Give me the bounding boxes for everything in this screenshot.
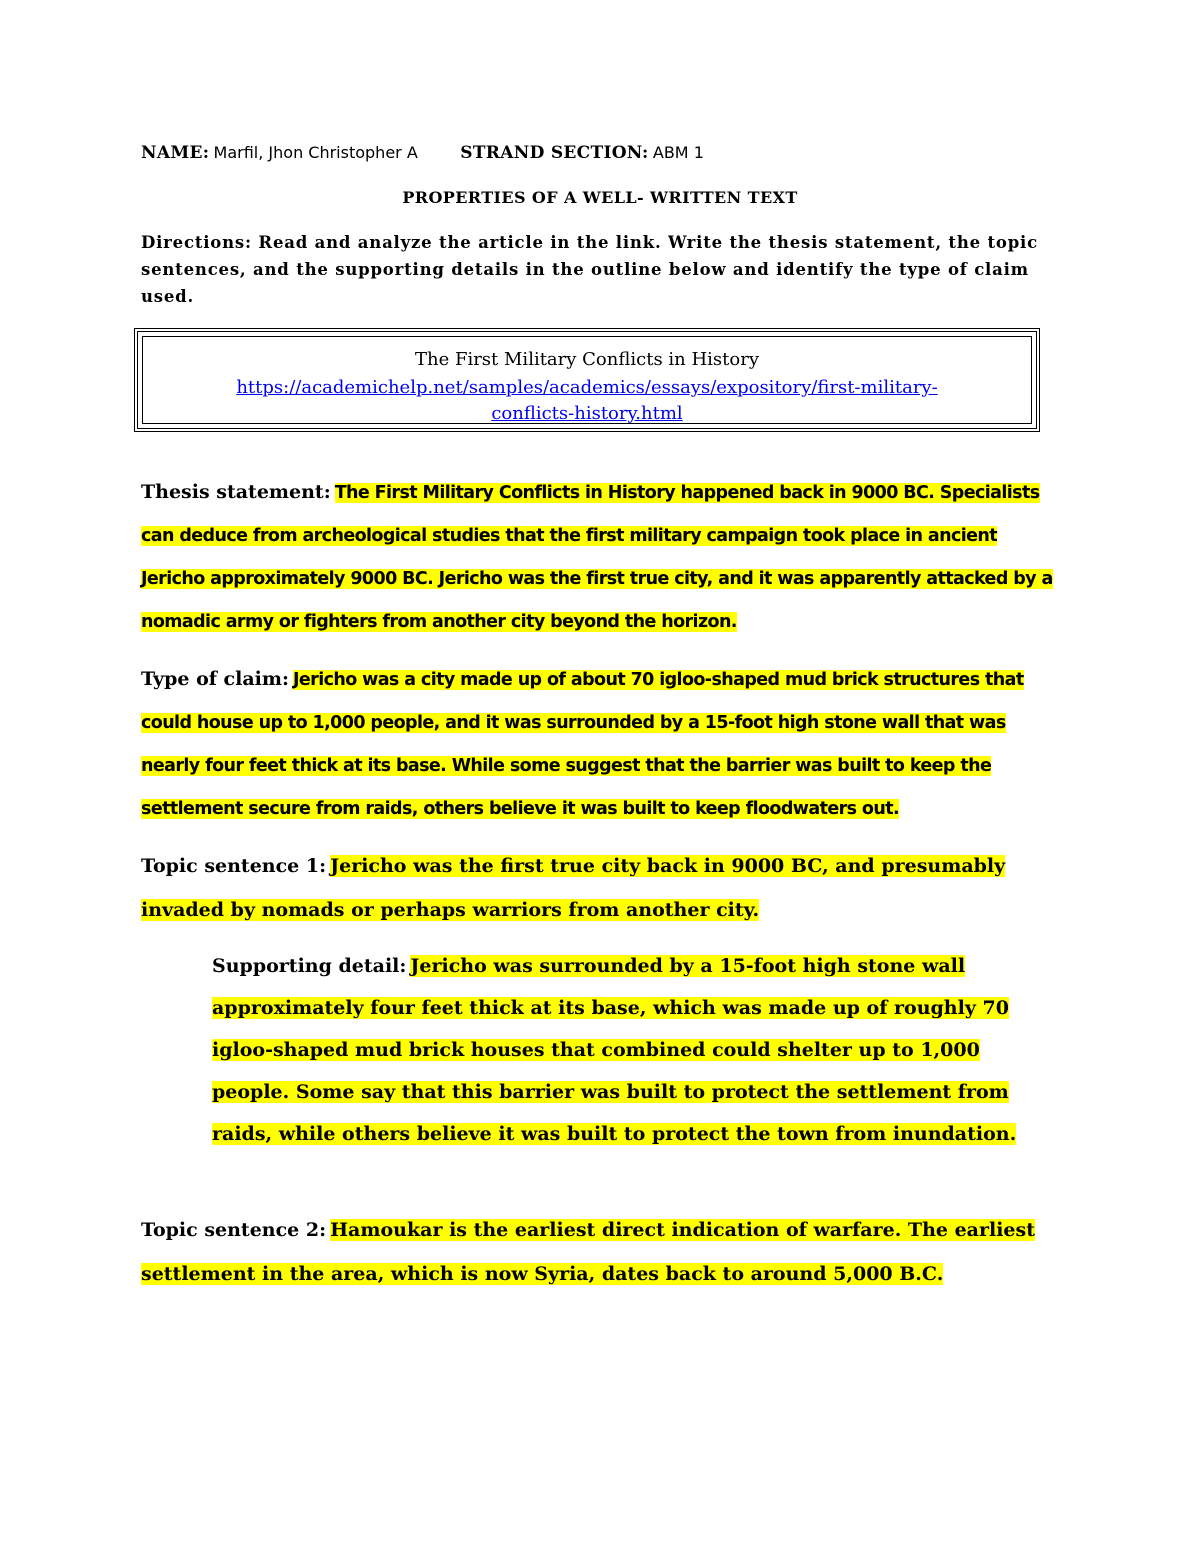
article-link-line2[interactable]: conflicts-history.html <box>491 403 683 424</box>
topic-sentence-1-label: Topic sentence 1: <box>141 855 327 877</box>
name-value: Marfil, Jhon Christopher A <box>213 143 418 162</box>
supporting-detail-text: Jericho was surrounded by a 15-foot high stone wall approximately four feet thick at its base, which was made up of roughly 70 igloo-shaped mud brick houses that combined could shelter up to 1,000 people. Some say that this barrier was built to protect the settlement from raids, while others believe it was built to protect the town from inundation. <box>212 955 1017 1145</box>
article-title: The First Military Conflicts in History <box>414 349 760 370</box>
topic-sentence-1-section <box>141 845 1061 933</box>
article-link-line1[interactable]: https://academichelp.net/samples/academics/essays/expository/first-military- <box>236 377 938 398</box>
claim-label: Type of claim: <box>141 668 289 690</box>
topic-sentence-2-label: Topic sentence 2: <box>141 1219 327 1241</box>
supporting-detail-label: Supporting detail: <box>212 955 407 977</box>
thesis-text: The First Military Conflicts in History happened back in 9000 BC. Specialists can deduce from archeological studies that the first military campaign took place in ancient Jericho approximately 9000 BC. Jericho was the first true city, and it was apparently attacked by a nomadic army or fighters from another city beyond the horizon. <box>141 483 1053 632</box>
claim-text: Jericho was a city made up of about 70 igloo-shaped mud brick structures that could house up to 1,000 people, and it was surrounded by a 15-foot high stone wall that was nearly four feet thick at its base. While some suggest that the barrier was built to keep the settlement secure from raids, others believe it was built to keep floodwaters out. <box>141 670 1024 819</box>
student-header <box>141 143 704 163</box>
page-title: PROPERTIES OF A WELL- WRITTEN TEXT <box>402 188 798 207</box>
claim-section <box>141 658 1061 831</box>
thesis-label: Thesis statement: <box>141 481 331 503</box>
article-link-box-inner-border <box>142 336 1032 424</box>
topic-sentence-2-section <box>141 1209 1061 1297</box>
name-label: NAME: <box>141 143 210 163</box>
directions-text: Directions: Read and analyze the article in the link. Write the thesis statement, the topic sentences, and the supporting details in the outline below and identify the type of claim used. <box>141 233 1038 306</box>
article-link[interactable] <box>143 375 1031 427</box>
article-link-box <box>134 328 1040 432</box>
topic-sentence-1-text: Jericho was the first true city back in 9000 BC, and presumably invaded by nomads or perhaps warriors from another city. <box>141 855 1006 921</box>
thesis-section <box>141 471 1061 644</box>
supporting-detail-section <box>212 946 1062 1156</box>
topic-sentence-2-text: Hamoukar is the earliest direct indication of warfare. The earliest settlement in the area, which is now Syria, dates back to around 5,000 B.C. <box>141 1219 1035 1285</box>
strand-label: STRAND SECTION: <box>460 143 649 163</box>
strand-value: ABM 1 <box>652 143 704 162</box>
